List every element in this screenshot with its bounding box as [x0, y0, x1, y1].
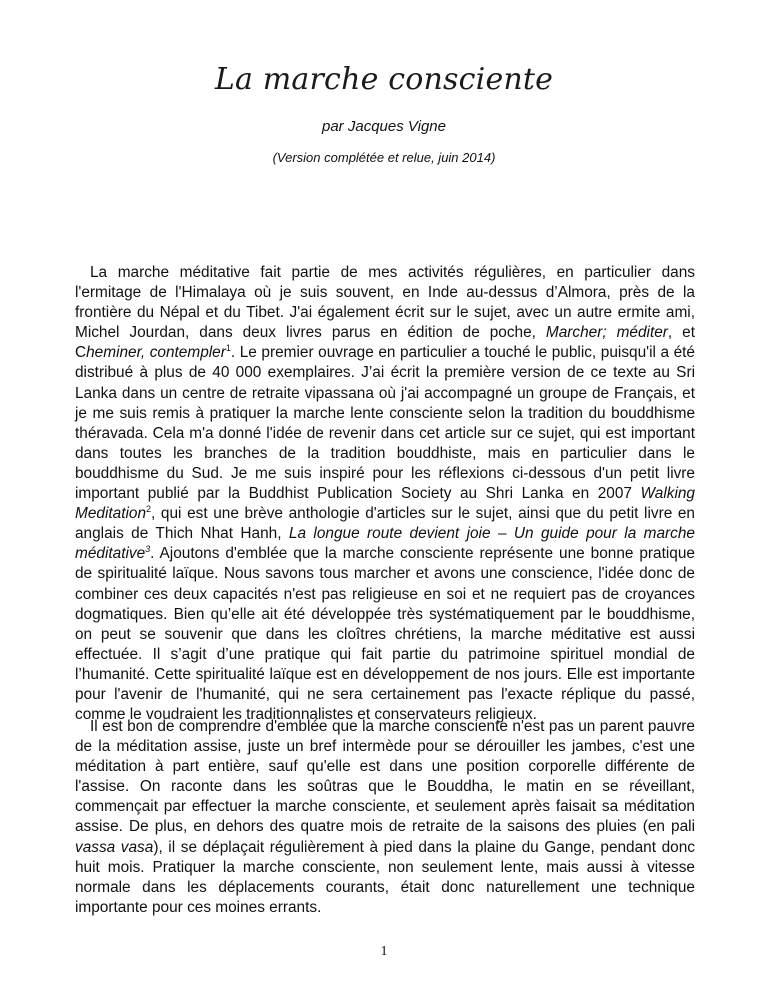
book-title: Walking Meditation — [75, 485, 695, 523]
footnote-ref: 2 — [146, 504, 152, 514]
text-segment: La marche méditative fait partie de mes activités régulières, en particulier dans l'ermitage de l'Himalaya où je suis souvent, en Inde au-dessus d’Almora, près de la frontière du Népal et du Tibet. J'ai également écrit sur le sujet, avec un autre ermite ami, Michel Jourdan, dans deux livres parus en édition de poche, — [75, 264, 695, 342]
text-segment: . Le premier ouvrage en particulier a touché le public, puisqu'il a été distribué à plus de 40 000 exemplaires. J’ai écrit la première version de ce texte au Sri Lanka dans un centre de retraite vipassana où j'ai accompagné un groupe de Français, et je me suis remis à pratiquer la marche lente consciente selon la tradition du bouddhisme théravada. Cela m'a donné l'idée de revenir dans cet article sur ce sujet, qui est important dans toutes les branches de la tradition bouddhiste, mais en particulier dans le bouddhisme du Sud. Je me suis inspiré pour les réflexions ci-dessous d'un petit livre important publié par la Buddhist Publication Society au Shri Lanka en 2007 — [75, 344, 695, 503]
text-segment: , et C — [75, 324, 695, 362]
text-segment: ), il se déplaçait régulièrement à pied dans la plaine du Gange, pendant donc huit mois. Pratiquer la marche consciente, non seulement lente, mais aussi à vitesse normale dans les déplacements courants, était donc naturellement une technique importante pour ces moines errants. — [75, 838, 695, 916]
footnote-ref: 1 — [225, 343, 231, 354]
book-title: Marcher; méditer — [545, 324, 668, 342]
document-version-note: (Version complétée et relue, juin 2014) — [272, 150, 496, 165]
document-title: La marche consciente — [214, 62, 554, 97]
book-title: heminer, contempler — [86, 344, 226, 362]
text-segment: . Ajoutons d'emblée que la marche consciente représente une bonne pratique de spiritualité laïque. Nous savons tous marcher et avons une conscience, l'idée donc de combiner ces deux capacités n'est pas religieuse en soi et ne requiert pas de croyances dogmatiques. Bien qu’elle ait été développée très systématiquement par le bouddhisme, on peut se souvenir que dans les cloîtres chrétiens, la marche méditative est aussi effectuée. Il s’agit d’une pratique qui fait partie du patrimoine spirituel mondial de l’humanité. Cette spiritualité laïque est en développement de nos jours. Elle est importante pour l'avenir de l'humanité, qui ne sera certainement pas l'exacte réplique du passé, comme le voudraient les traditionnalistes et conservateurs religieux. — [75, 545, 695, 724]
book-title: La longue route devient joie – Un guide pour la marche méditative — [75, 525, 695, 563]
document-author: par Jacques Vigne — [322, 118, 446, 135]
pali-term: vassa vasa — [75, 838, 154, 856]
body-paragraph-2 — [75, 717, 695, 918]
text-segment: , qui est une brève anthologie d'articles sur le sujet, ainsi que du petit livre en anglais de Thich Nhat Hanh, — [75, 505, 695, 543]
page-number: 1 — [380, 944, 388, 959]
text-segment: Il est bon de comprendre d'emblée que la marche consciente n'est pas un parent pauvre de la méditation assise, juste un bref intermède pour se dérouiller les jambes, c'est une méditation à part entière, sauf qu'elle est dans une position corporelle différente de l'assise. On raconte dans les soûtras que le Bouddha, le matin en se réveillant, commençait par effectuer la marche consciente, et seulement après faisait sa méditation assise. De plus, en dehors des quatre mois de retraite de la saisons des pluies (en pali — [75, 718, 695, 836]
footnote-ref: 3 — [145, 544, 151, 555]
body-paragraph-1 — [75, 263, 695, 725]
